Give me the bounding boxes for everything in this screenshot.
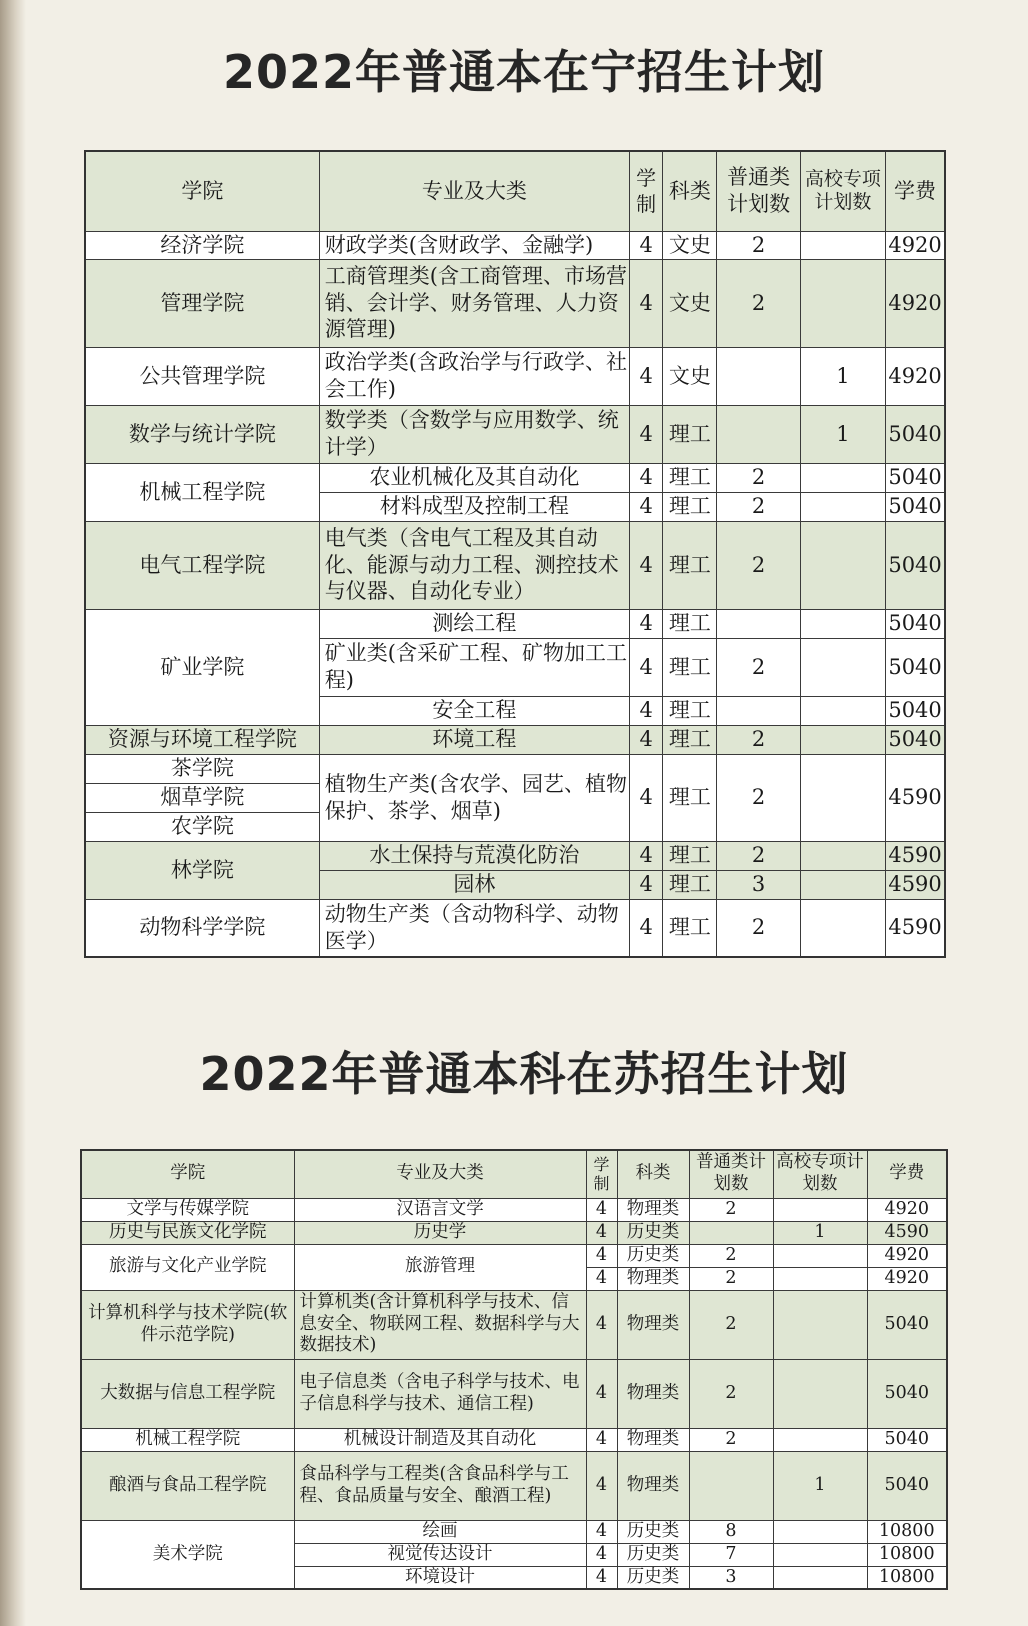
table-row <box>81 1221 947 1244</box>
cell-special-plan <box>800 231 885 259</box>
cell-college: 大数据与信息工程学院 <box>81 1359 294 1428</box>
cell-major: 数学类（含数学与应用数学、统计学） <box>319 405 629 463</box>
cell-tuition: 5040 <box>867 1359 947 1428</box>
cell-special-plan <box>773 1428 867 1451</box>
cell-major: 视觉传达设计 <box>294 1543 586 1566</box>
cell-category: 文史 <box>663 231 717 259</box>
table-row <box>85 347 945 405</box>
table-row <box>85 463 945 492</box>
cell-major: 政治学类(含政治学与行政学、社会工作) <box>319 347 629 405</box>
cell-years: 4 <box>586 1520 617 1543</box>
cell-major: 历史学 <box>294 1221 586 1244</box>
cell-tuition: 4920 <box>886 231 945 259</box>
header-general-plan: 普通类计划数 <box>717 151 800 231</box>
cell-special-plan <box>800 463 885 492</box>
cell-years: 4 <box>630 521 663 609</box>
table-row <box>81 1290 947 1359</box>
cell-years: 4 <box>630 754 663 841</box>
cell-special-plan <box>800 754 885 841</box>
cell-years: 4 <box>630 347 663 405</box>
cell-category: 理工 <box>663 899 717 957</box>
cell-college: 农学院 <box>85 812 319 841</box>
cell-category: 物理类 <box>617 1198 689 1221</box>
cell-years: 4 <box>586 1359 617 1428</box>
table2-title: 2022年普通本科在苏招生计划 <box>199 1047 849 1101</box>
cell-college: 矿业学院 <box>85 609 319 725</box>
cell-years: 4 <box>630 638 663 696</box>
cell-category: 历史类 <box>617 1520 689 1543</box>
cell-years: 4 <box>586 1451 617 1520</box>
cell-years: 4 <box>630 725 663 754</box>
nanjing-plan-table <box>84 150 946 958</box>
cell-major: 绘画 <box>294 1520 586 1543</box>
cell-college: 公共管理学院 <box>85 347 319 405</box>
table-header-row <box>85 151 945 231</box>
cell-tuition: 4920 <box>867 1244 947 1267</box>
cell-tuition: 4590 <box>886 870 945 899</box>
cell-special-plan <box>800 609 885 638</box>
table-row <box>81 1244 947 1267</box>
cell-general-plan <box>689 1451 773 1520</box>
cell-tuition: 4920 <box>886 347 945 405</box>
cell-category: 理工 <box>663 405 717 463</box>
cell-years: 4 <box>586 1244 617 1267</box>
book-spine-shadow <box>0 0 26 1626</box>
cell-years: 4 <box>586 1428 617 1451</box>
cell-general-plan: 2 <box>689 1198 773 1221</box>
cell-major: 园林 <box>319 870 629 899</box>
cell-years: 4 <box>630 841 663 870</box>
cell-special-plan <box>773 1267 867 1290</box>
cell-category: 历史类 <box>617 1244 689 1267</box>
table-row <box>85 405 945 463</box>
cell-category: 理工 <box>663 521 717 609</box>
cell-college: 酿酒与食品工程学院 <box>81 1451 294 1520</box>
cell-college: 旅游与文化产业学院 <box>81 1244 294 1290</box>
cell-years: 4 <box>630 492 663 521</box>
cell-years: 4 <box>630 870 663 899</box>
jiangsu-plan-table <box>80 1149 948 1590</box>
cell-general-plan: 2 <box>717 725 800 754</box>
cell-category: 物理类 <box>617 1290 689 1359</box>
cell-college: 经济学院 <box>85 231 319 259</box>
table-row <box>85 841 945 870</box>
cell-general-plan: 2 <box>689 1428 773 1451</box>
cell-tuition: 4590 <box>867 1221 947 1244</box>
cell-major: 农业机械化及其自动化 <box>319 463 629 492</box>
cell-category: 理工 <box>663 841 717 870</box>
cell-major: 材料成型及控制工程 <box>319 492 629 521</box>
header-tuition: 学费 <box>886 151 945 231</box>
cell-general-plan: 2 <box>689 1359 773 1428</box>
cell-category: 物理类 <box>617 1451 689 1520</box>
cell-years: 4 <box>586 1566 617 1589</box>
cell-major: 工商管理类(含工商管理、市场营销、会计学、财务管理、人力资源管理) <box>319 259 629 347</box>
cell-tuition: 4920 <box>886 259 945 347</box>
cell-special-plan <box>773 1566 867 1589</box>
cell-special-plan <box>800 870 885 899</box>
cell-years: 4 <box>586 1290 617 1359</box>
cell-special-plan <box>773 1543 867 1566</box>
table-row <box>85 521 945 609</box>
table1-title: 2022年普通本在宁招生计划 <box>222 45 826 99</box>
cell-major: 汉语言文学 <box>294 1198 586 1221</box>
table-row <box>81 1451 947 1520</box>
cell-special-plan <box>800 841 885 870</box>
header-major: 专业及大类 <box>294 1150 586 1198</box>
cell-tuition: 10800 <box>867 1543 947 1566</box>
cell-tuition: 5040 <box>886 696 945 725</box>
header-years: 学制 <box>586 1150 617 1198</box>
table-row <box>85 259 945 347</box>
cell-category: 理工 <box>663 870 717 899</box>
cell-special-plan: 1 <box>800 347 885 405</box>
cell-category: 物理类 <box>617 1267 689 1290</box>
header-general-plan: 普通类计划数 <box>689 1150 773 1198</box>
cell-general-plan <box>717 405 800 463</box>
cell-category: 理工 <box>663 754 717 841</box>
cell-tuition: 4590 <box>886 899 945 957</box>
cell-major: 环境设计 <box>294 1566 586 1589</box>
cell-major: 财政学类(含财政学、金融学) <box>319 231 629 259</box>
cell-tuition: 4590 <box>886 754 945 841</box>
cell-tuition: 4920 <box>867 1267 947 1290</box>
cell-general-plan: 2 <box>717 259 800 347</box>
cell-category: 理工 <box>663 725 717 754</box>
cell-general-plan: 2 <box>689 1267 773 1290</box>
cell-special-plan <box>800 899 885 957</box>
cell-tuition: 5040 <box>886 405 945 463</box>
cell-general-plan: 2 <box>717 899 800 957</box>
cell-category: 物理类 <box>617 1428 689 1451</box>
cell-tuition: 5040 <box>886 725 945 754</box>
cell-college: 机械工程学院 <box>85 463 319 521</box>
cell-general-plan <box>717 347 800 405</box>
cell-general-plan: 3 <box>717 870 800 899</box>
cell-tuition: 4920 <box>867 1198 947 1221</box>
cell-general-plan: 7 <box>689 1543 773 1566</box>
cell-category: 文史 <box>663 347 717 405</box>
table-row <box>81 1359 947 1428</box>
table-header-row <box>81 1150 947 1198</box>
cell-tuition: 5040 <box>867 1428 947 1451</box>
cell-general-plan <box>717 696 800 725</box>
cell-special-plan <box>773 1520 867 1543</box>
cell-special-plan <box>800 492 885 521</box>
cell-college: 计算机科学与技术学院(软件示范学院) <box>81 1290 294 1359</box>
header-category: 科类 <box>617 1150 689 1198</box>
header-college: 学院 <box>85 151 319 231</box>
cell-college: 文学与传媒学院 <box>81 1198 294 1221</box>
cell-major: 植物生产类(含农学、园艺、植物保护、茶学、烟草) <box>319 754 629 841</box>
cell-tuition: 5040 <box>886 492 945 521</box>
cell-general-plan: 2 <box>717 754 800 841</box>
cell-general-plan: 3 <box>689 1566 773 1589</box>
cell-college: 管理学院 <box>85 259 319 347</box>
header-years: 学制 <box>630 151 663 231</box>
cell-years: 4 <box>630 609 663 638</box>
cell-college: 林学院 <box>85 841 319 899</box>
cell-college: 电气工程学院 <box>85 521 319 609</box>
cell-tuition: 10800 <box>867 1566 947 1589</box>
cell-college: 美术学院 <box>81 1520 294 1589</box>
cell-general-plan: 2 <box>717 638 800 696</box>
table-row <box>85 725 945 754</box>
header-special-plan: 高校专项计划数 <box>773 1150 867 1198</box>
cell-category: 历史类 <box>617 1566 689 1589</box>
cell-general-plan: 8 <box>689 1520 773 1543</box>
cell-major: 计算机类(含计算机科学与技术、信息安全、物联网工程、数据科学与大数据技术) <box>294 1290 586 1359</box>
cell-general-plan <box>717 609 800 638</box>
header-college: 学院 <box>81 1150 294 1198</box>
cell-special-plan <box>800 638 885 696</box>
table-row <box>85 609 945 638</box>
cell-general-plan: 2 <box>689 1244 773 1267</box>
cell-category: 理工 <box>663 609 717 638</box>
table-row <box>85 231 945 259</box>
cell-major: 测绘工程 <box>319 609 629 638</box>
cell-general-plan: 2 <box>717 492 800 521</box>
cell-years: 4 <box>630 463 663 492</box>
cell-college: 茶学院 <box>85 754 319 783</box>
cell-special-plan <box>800 521 885 609</box>
cell-college: 资源与环境工程学院 <box>85 725 319 754</box>
cell-years: 4 <box>586 1221 617 1244</box>
cell-category: 文史 <box>663 259 717 347</box>
header-special-plan: 高校专项计划数 <box>800 151 885 231</box>
cell-college: 烟草学院 <box>85 783 319 812</box>
cell-special-plan: 1 <box>773 1221 867 1244</box>
table-row <box>85 899 945 957</box>
cell-general-plan <box>689 1221 773 1244</box>
cell-major: 环境工程 <box>319 725 629 754</box>
table-row <box>85 754 945 783</box>
table-row <box>81 1428 947 1451</box>
cell-special-plan: 1 <box>800 405 885 463</box>
header-major: 专业及大类 <box>319 151 629 231</box>
cell-years: 4 <box>630 259 663 347</box>
cell-category: 理工 <box>663 638 717 696</box>
header-category: 科类 <box>663 151 717 231</box>
cell-general-plan: 2 <box>689 1290 773 1359</box>
cell-category: 历史类 <box>617 1221 689 1244</box>
cell-special-plan <box>800 696 885 725</box>
table-row <box>81 1520 947 1543</box>
cell-years: 4 <box>630 899 663 957</box>
cell-category: 理工 <box>663 696 717 725</box>
cell-special-plan <box>800 725 885 754</box>
cell-college: 动物科学学院 <box>85 899 319 957</box>
cell-category: 物理类 <box>617 1359 689 1428</box>
cell-tuition: 5040 <box>886 463 945 492</box>
cell-college: 机械工程学院 <box>81 1428 294 1451</box>
cell-general-plan: 2 <box>717 463 800 492</box>
cell-major: 电气类（含电气工程及其自动化、能源与动力工程、测控技术与仪器、自动化专业） <box>319 521 629 609</box>
cell-special-plan: 1 <box>773 1451 867 1520</box>
cell-category: 理工 <box>663 463 717 492</box>
cell-major: 矿业类(含采矿工程、矿物加工工程) <box>319 638 629 696</box>
cell-years: 4 <box>630 405 663 463</box>
cell-special-plan <box>800 259 885 347</box>
cell-major: 水土保持与荒漠化防治 <box>319 841 629 870</box>
cell-special-plan <box>773 1198 867 1221</box>
cell-tuition: 5040 <box>867 1451 947 1520</box>
cell-years: 4 <box>630 231 663 259</box>
cell-tuition: 5040 <box>867 1290 947 1359</box>
cell-category: 理工 <box>663 492 717 521</box>
cell-major: 安全工程 <box>319 696 629 725</box>
cell-years: 4 <box>586 1198 617 1221</box>
cell-tuition: 4590 <box>886 841 945 870</box>
cell-special-plan <box>773 1359 867 1428</box>
cell-tuition: 5040 <box>886 609 945 638</box>
cell-major: 机械设计制造及其自动化 <box>294 1428 586 1451</box>
cell-college: 数学与统计学院 <box>85 405 319 463</box>
cell-major: 食品科学与工程类(含食品科学与工程、食品质量与安全、酿酒工程) <box>294 1451 586 1520</box>
table-row <box>81 1198 947 1221</box>
cell-general-plan: 2 <box>717 521 800 609</box>
cell-tuition: 10800 <box>867 1520 947 1543</box>
cell-tuition: 5040 <box>886 638 945 696</box>
cell-major: 动物生产类（含动物科学、动物医学） <box>319 899 629 957</box>
cell-years: 4 <box>630 696 663 725</box>
cell-special-plan <box>773 1244 867 1267</box>
cell-college: 历史与民族文化学院 <box>81 1221 294 1244</box>
cell-tuition: 5040 <box>886 521 945 609</box>
cell-years: 4 <box>586 1543 617 1566</box>
cell-category: 历史类 <box>617 1543 689 1566</box>
cell-years: 4 <box>586 1267 617 1290</box>
header-tuition: 学费 <box>867 1150 947 1198</box>
cell-major: 旅游管理 <box>294 1244 586 1290</box>
cell-general-plan: 2 <box>717 841 800 870</box>
cell-general-plan: 2 <box>717 231 800 259</box>
cell-major: 电子信息类（含电子科学与技术、电子信息科学与技术、通信工程) <box>294 1359 586 1428</box>
cell-special-plan <box>773 1290 867 1359</box>
